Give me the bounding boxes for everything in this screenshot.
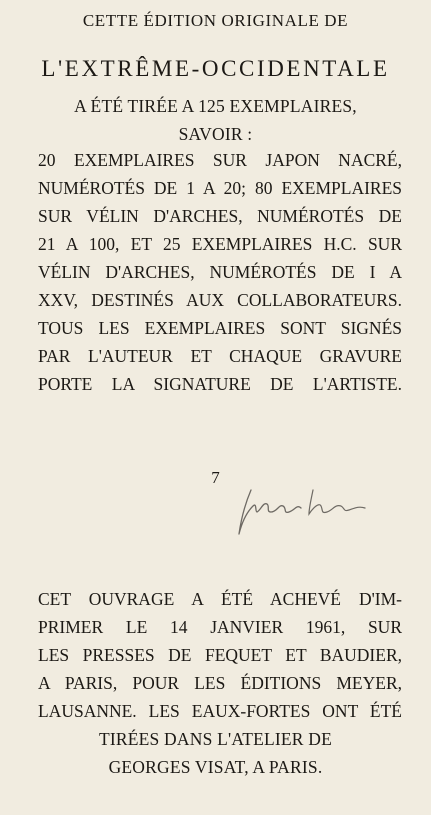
justification-line-4: 21 A 100, ET 25 EXEMPLAIRES H.C. SUR bbox=[38, 234, 402, 254]
colophon-line-3: LES PRESSES DE FEQUET ET BAUDIER, bbox=[38, 645, 402, 665]
justification-line-6: XXV, DESTINÉS AUX COLLABORATEURS. bbox=[38, 290, 402, 310]
author-signature bbox=[233, 482, 373, 542]
colophon-line-2: PRIMER LE 14 JANVIER 1961, SUR bbox=[38, 617, 402, 637]
signature-stroke-2 bbox=[309, 490, 365, 514]
justification-line-9: PORTE LA SIGNATURE DE L'ARTISTE. bbox=[38, 374, 402, 394]
justification-line-7: TOUS LES EXEMPLAIRES SONT SIGNÉS bbox=[38, 318, 402, 338]
colophon-line-4: A PARIS, POUR LES ÉDITIONS MEYER, bbox=[38, 673, 402, 693]
justification-line-1: 20 EXEMPLAIRES SUR JAPON NACRÉ, bbox=[38, 150, 402, 170]
print-run-line: A ÉTÉ TIRÉE A 125 EXEMPLAIRES, bbox=[74, 96, 357, 116]
colophon-line-6: TIRÉES DANS L'ATELIER DE bbox=[98, 729, 332, 749]
savoir-line: SAVOIR : bbox=[178, 124, 253, 144]
justification-line-8: PAR L'AUTEUR ET CHAQUE GRAVURE bbox=[38, 346, 402, 366]
colophon-line-1: CET OUVRAGE A ÉTÉ ACHEVÉ D'IM- bbox=[38, 589, 402, 609]
colophon-line-7: GEORGES VISAT, A PARIS. bbox=[108, 757, 323, 777]
book-title: L'EXTRÊME-OCCIDENTALE bbox=[41, 56, 390, 81]
copy-number: 7 bbox=[211, 468, 220, 487]
justification-line-5: VÉLIN D'ARCHES, NUMÉROTÉS DE I A bbox=[38, 262, 402, 282]
edition-heading: CETTE ÉDITION ORIGINALE DE bbox=[82, 11, 349, 30]
colophon-line-5: LAUSANNE. LES EAUX-FORTES ONT ÉTÉ bbox=[38, 701, 402, 721]
justification-line-2: NUMÉROTÉS DE 1 A 20; 80 EXEMPLAIRES bbox=[38, 178, 402, 198]
signature-stroke-1 bbox=[239, 490, 301, 534]
justification-line-3: SUR VÉLIN D'ARCHES, NUMÉROTÉS DE bbox=[38, 206, 402, 226]
